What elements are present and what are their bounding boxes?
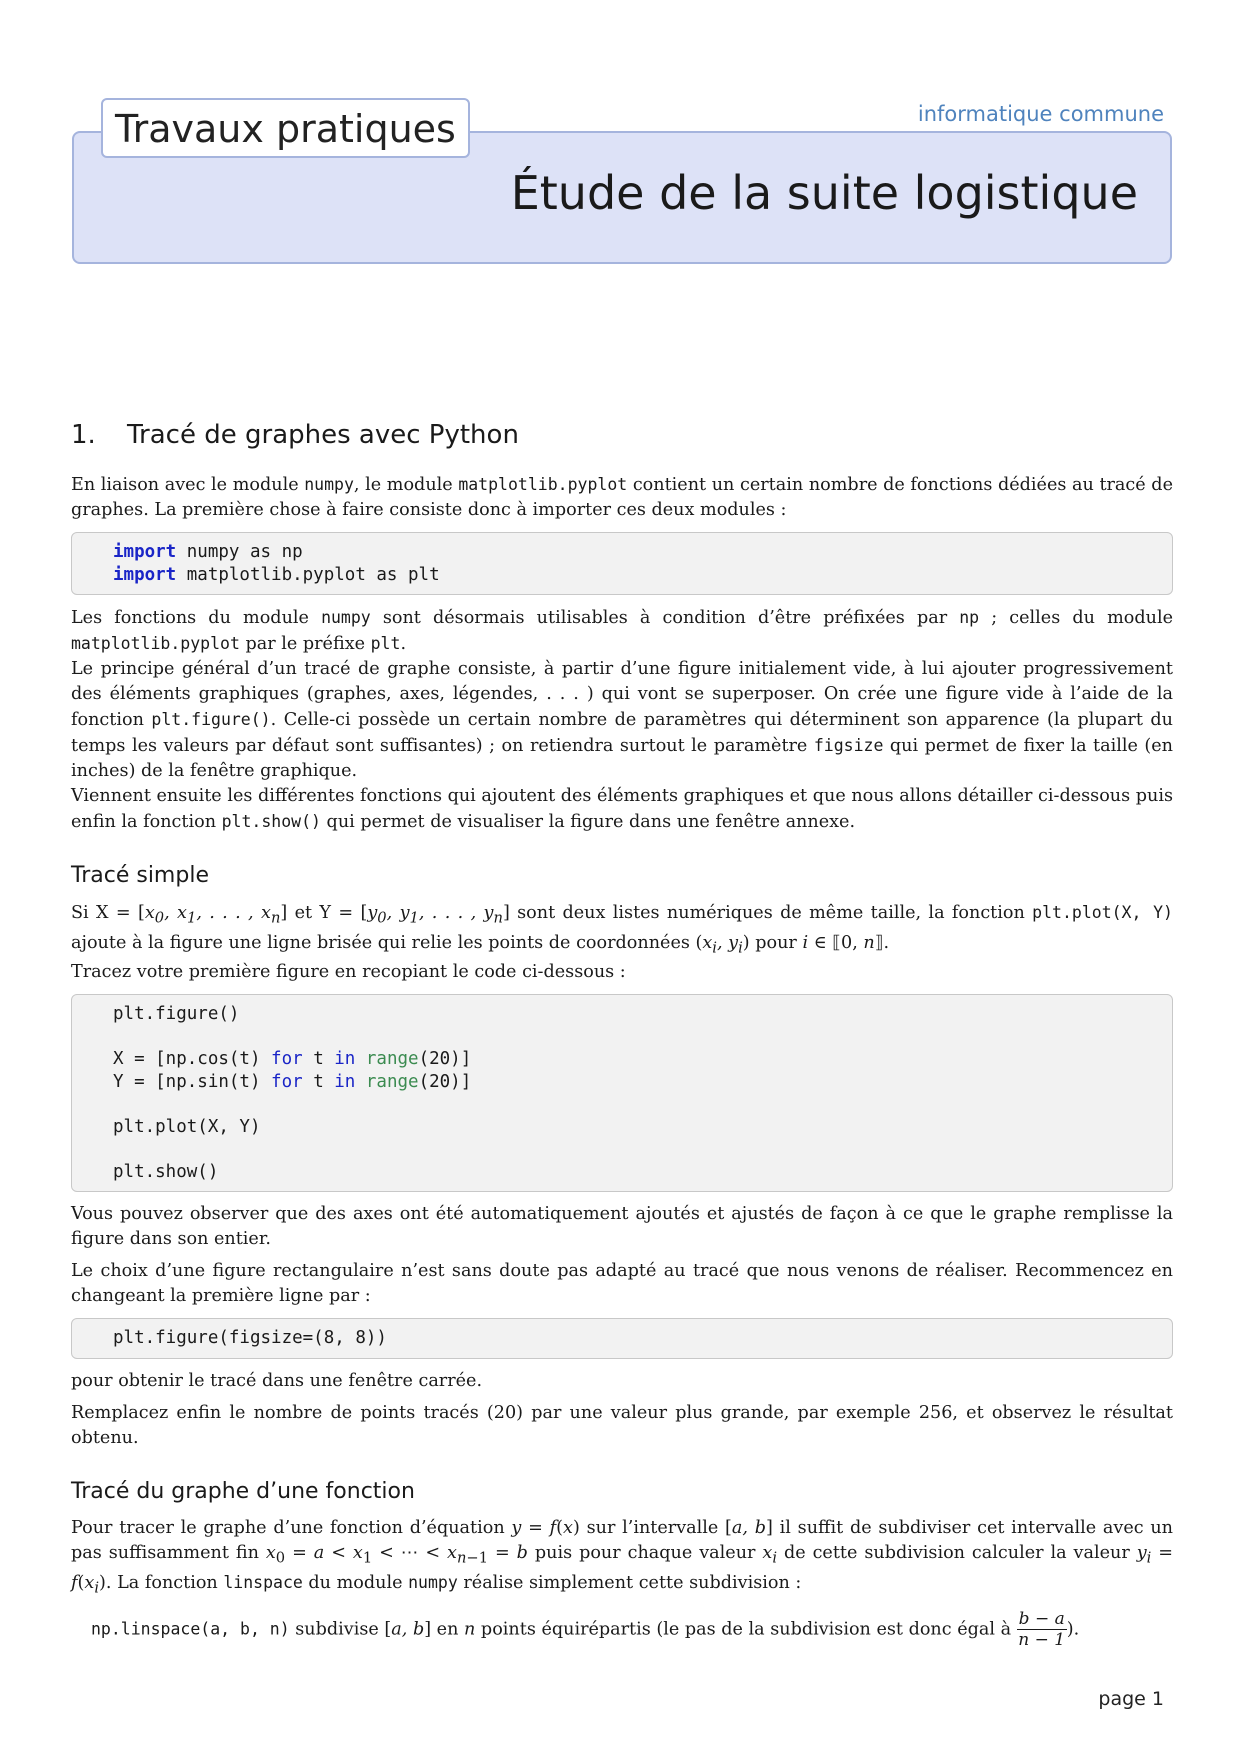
paragraph-prefixes: Les fonctions du module numpy sont désormais utilisables à condition d’être préfixées par np ; celles du module matplotlib.pyplot par le préfixe plt. <box>71 608 1173 654</box>
subsection-heading-simple: Tracé simple <box>71 863 209 888</box>
paragraph-points: Remplacez enfin le nombre de points tracés (20) par une valeur plus grande, par exemple 256, et observez le résultat obtenu. <box>71 1402 1173 1448</box>
header-label: Travaux pratiques <box>101 98 470 158</box>
subsection-heading-function: Tracé du graphe d’une fonction <box>71 1478 415 1504</box>
paragraph-rectangular: Le choix d’une figure rectangulaire n’est sans doute pas adapté au tracé que nous venons de réaliser. Recommencez en changeant la première ligne par : <box>71 1261 1173 1307</box>
course-label: informatique commune <box>917 102 1164 126</box>
section-number: 1. <box>71 420 96 450</box>
page-number: page 1 <box>1098 1688 1164 1710</box>
code-block-imports: import numpy as np import matplotlib.pyplot as plt <box>71 532 1173 595</box>
fraction: $\frac{b - a}{n - 1}$ <box>1018 1608 1066 1650</box>
paragraph-function: Pour tracer le graphe d’une fonction d’équation y = f(x) sur l’intervalle [a, b] il suffit de subdiviser cet intervalle avec un pas suffisamment fin $x_0 = a < x_1$ < ⋯ < $x_{n-1} = b$ puis pour chaque valeur $x_i$ de cette subdivision calculer la valeur $y_i = f(x_i)$. La fonction linspace du module numpy réalise simplement cette subdivision : <box>71 1517 1174 1597</box>
section-heading <box>71 420 1173 450</box>
paragraph-principle: Le principe général d’un tracé de graphe consiste, à partir d’une figure initialement vide, à lui ajouter progressivement des éléments graphiques (graphes, axes, légendes, . . . ) qui vont se superposer. On crée une figure vide à l’aide de la fonction plt.figure(). Celle-ci possède un certain nombre de paramètres qui déterminent son apparence (la plupart du temps les valeurs par défaut sont suffisantes) ; on retiendra surtout le paramètre figsize qui permet de fixer la taille (en inches) de la fenêtre graphique. <box>71 659 1173 781</box>
section-title: Tracé de graphes avec Python <box>127 420 519 450</box>
paragraph-axes: Vous pouvez observer que des axes ont été automatiquement ajoutés et ajustés de façon à ce que le graphe remplisse la figure dans son entier. <box>71 1204 1173 1250</box>
linspace-definition: np.linspace(a, b, n) subdivise [a, b] en n points équirépartis (le pas de la subdivision est donc égal à $\frac{b - a}{n - 1}$ ). <box>91 1608 1080 1650</box>
page-title: Étude de la suite logistique <box>510 166 1138 220</box>
code-block-figsize: plt.figure(figsize=(8, 8)) <box>71 1318 1173 1359</box>
main-content <box>71 420 1173 1650</box>
paragraph-show: Viennent ensuite les différentes fonctions qui ajoutent des éléments graphiques et que nous allons détailler ci-dessous puis enfin la fonction plt.show() qui permet de visualiser la figure dans une fenêtre annexe. <box>71 786 1173 832</box>
paragraph-square: pour obtenir le tracé dans une fenêtre carrée. <box>71 1370 483 1391</box>
paragraph-plot: Si $X = [x_0$, $x_1$, . . . , $x_n$] et $Y = [y_0$, $y_1$, . . . , $y_n$] sont deux listes numériques de même taille, la fonction plt.plot(X, Y) ajoute à la figure une ligne brisée qui relie les points de coordonnées ($x_i$, $y_i$) pour i ∈ ⟦0, n⟧. <box>71 903 1173 957</box>
paragraph-instruction: Tracez votre première figure en recopiant le code ci-dessous : <box>71 962 626 983</box>
intro-paragraph: En liaison avec le module numpy, le module matplotlib.pyplot contient un certain nombre de fonctions dédiées au tracé de graphes. La première chose à faire consiste donc à importer ces deux modules : <box>71 475 1173 520</box>
code-block-plot: plt.figure() X = [np.cos(t) for t in range(20)] Y = [np.sin(t) for t in range(20)] plt.plot(X, Y) plt.show() <box>71 994 1173 1192</box>
